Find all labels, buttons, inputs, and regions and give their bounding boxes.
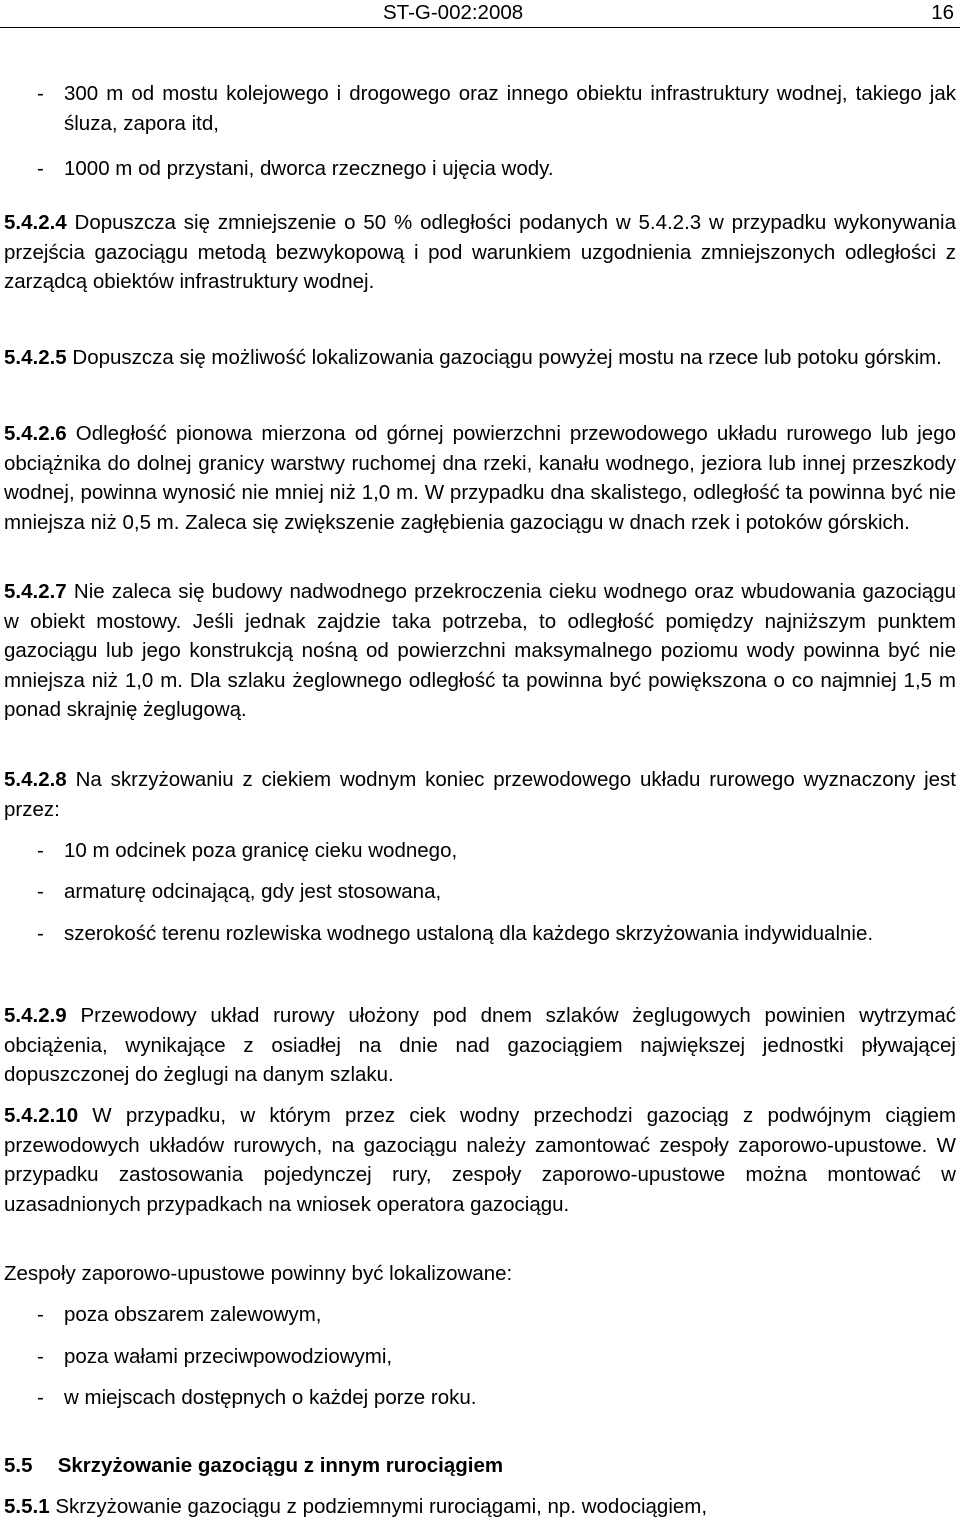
list-item	[37, 1383, 956, 1413]
list-item	[37, 1342, 956, 1372]
bullet-marker: -	[37, 1303, 44, 1326]
paragraph-text: Na skrzyżowaniu z ciekiem wodnym koniec przewodowego układu rurowego wyznaczony jest przez:	[4, 768, 956, 821]
paragraph-text: Przewodowy układ rurowy ułożony pod dnem szlaków żeglugowych powinien wytrzymać obciążenia, wynikające z osiadłej na dnie nad gazociągiem największej jednostki pływającej dopuszczonej do żeglugi na danym szlaku.	[4, 1004, 956, 1086]
page-header	[0, 0, 960, 28]
clause-number: 5.4.2.9	[4, 1004, 67, 1027]
clause-number: 5.5.1	[4, 1495, 50, 1518]
list-item	[37, 79, 956, 138]
clause-number: 5.4.2.8	[4, 768, 67, 791]
bullet-marker: -	[37, 1345, 44, 1368]
page-number: 16	[931, 1, 954, 24]
list-item	[37, 877, 956, 907]
clause-number: 5.4.2.4	[4, 211, 67, 234]
paragraph-text: Nie zaleca się budowy nadwodnego przekroczenia cieku wodnego oraz wbudowania gazociągu w obiekt mostowy. Jeśli jednak zajdzie taka potrzeba, to odległość pomiędzy najniższym punktem gazociągu lub jego konstrukcją nośną od powierzchni maksymalnego poziomu wody powinna być nie mniejsza niż 1,0 m. Dla szlaku żeglownego odległość ta powinna być powiększona o co najmniej 1,5 m ponad skrajnię żeglugową.	[4, 580, 956, 721]
paragraph-5-4-2-9	[4, 1001, 956, 1090]
list-item	[37, 154, 956, 184]
paragraph-5-4-2-8	[4, 765, 956, 824]
list-item-text: 1000 m od przystani, dworca rzecznego i ujęcia wody.	[64, 157, 554, 180]
header-rule	[0, 27, 960, 28]
paragraph-5-4-2-6	[4, 419, 956, 537]
section-number: 5.5	[4, 1454, 33, 1477]
bullet-marker: -	[37, 880, 44, 903]
paragraph-text: Dopuszcza się zmniejszenie o 50 % odległości podanych w 5.4.2.3 w przypadku wykonywania przejścia gazociągu metodą bezwykopową i pod warunkiem uzgodnienia zmniejszonych odległości z zarządcą obiektów infrastruktury wodnej.	[4, 211, 956, 293]
section-title: Skrzyżowanie gazociągu z innym rurociągiem	[57, 1454, 504, 1477]
paragraph-zespoly	[4, 1259, 956, 1289]
list-item-text: w miejscach dostępnych o każdej porze roku.	[64, 1386, 477, 1409]
section-heading-5-5	[4, 1451, 956, 1481]
clause-number: 5.4.2.6	[4, 422, 67, 445]
bullet-marker: -	[37, 82, 44, 105]
bullet-marker: -	[37, 922, 44, 945]
paragraph-5-4-2-5	[4, 343, 956, 373]
bullet-marker: -	[37, 157, 44, 180]
list-item	[37, 836, 956, 866]
clause-number: 5.4.2.5	[4, 346, 67, 369]
paragraph-text: Zespoły zaporowo-upustowe powinny być lokalizowane:	[4, 1262, 513, 1285]
paragraph-5-4-2-4	[4, 208, 956, 297]
list-item-text: szerokość terenu rozlewiska wodnego ustaloną dla każdego skrzyżowania indywidualnie.	[64, 922, 874, 945]
list-item	[37, 1300, 956, 1330]
list-item	[37, 919, 956, 949]
bullet-marker: -	[37, 1386, 44, 1409]
paragraph-5-5-1	[4, 1492, 956, 1522]
list-item-text: poza obszarem zalewowym,	[64, 1303, 322, 1326]
paragraph-text: Dopuszcza się możliwość lokalizowania gazociągu powyżej mostu na rzece lub potoku górskim.	[72, 346, 942, 369]
paragraph-text: W przypadku, w którym przez ciek wodny przechodzi gazociąg z podwójnym ciągiem przewodowych układów rurowych, na gazociągu należy zamontować zespoły zaporowo-upustowe. W przypadku zastosowania pojedynczej rury, zespoły zaporowo-upustowe można montować w uzasadnionych przypadkach na wniosek operatora gazociągu.	[4, 1104, 956, 1216]
paragraph-text: Odległość pionowa mierzona od górnej powierzchni przewodowego układu rurowego lub jego obciążnika do dolnej granicy warstwy ruchomej dna rzeki, kanału wodnego, jeziora lub innej przeszkody wodnej, powinna wynosić nie mniej niż 1,0 m. W przypadku dna skalistego, odległość ta powinna być nie mniejsza niż 0,5 m. Zaleca się zwiększenie zagłębienia gazociągu w dnach rzek i potoków górskich.	[4, 422, 956, 534]
bullet-marker: -	[37, 839, 44, 862]
list-item-text: 300 m od mostu kolejowego i drogowego oraz innego obiektu infrastruktury wodnej, takiego jak śluza, zapora itd,	[64, 82, 956, 135]
list-item-text: 10 m odcinek poza granicę cieku wodnego,	[64, 839, 458, 862]
paragraph-5-4-2-10	[4, 1101, 956, 1219]
list-item-text: armaturę odcinającą, gdy jest stosowana,	[64, 880, 442, 903]
clause-number: 5.4.2.7	[4, 580, 67, 603]
list-item-text: poza wałami przeciwpowodziowymi,	[64, 1345, 393, 1368]
paragraph-5-4-2-7	[4, 577, 956, 725]
paragraph-text: Skrzyżowanie gazociągu z podziemnymi rurociągami, np. wodociągiem,	[55, 1495, 708, 1518]
document-id: ST-G-002:2008	[383, 1, 524, 24]
clause-number: 5.4.2.10	[4, 1104, 79, 1127]
